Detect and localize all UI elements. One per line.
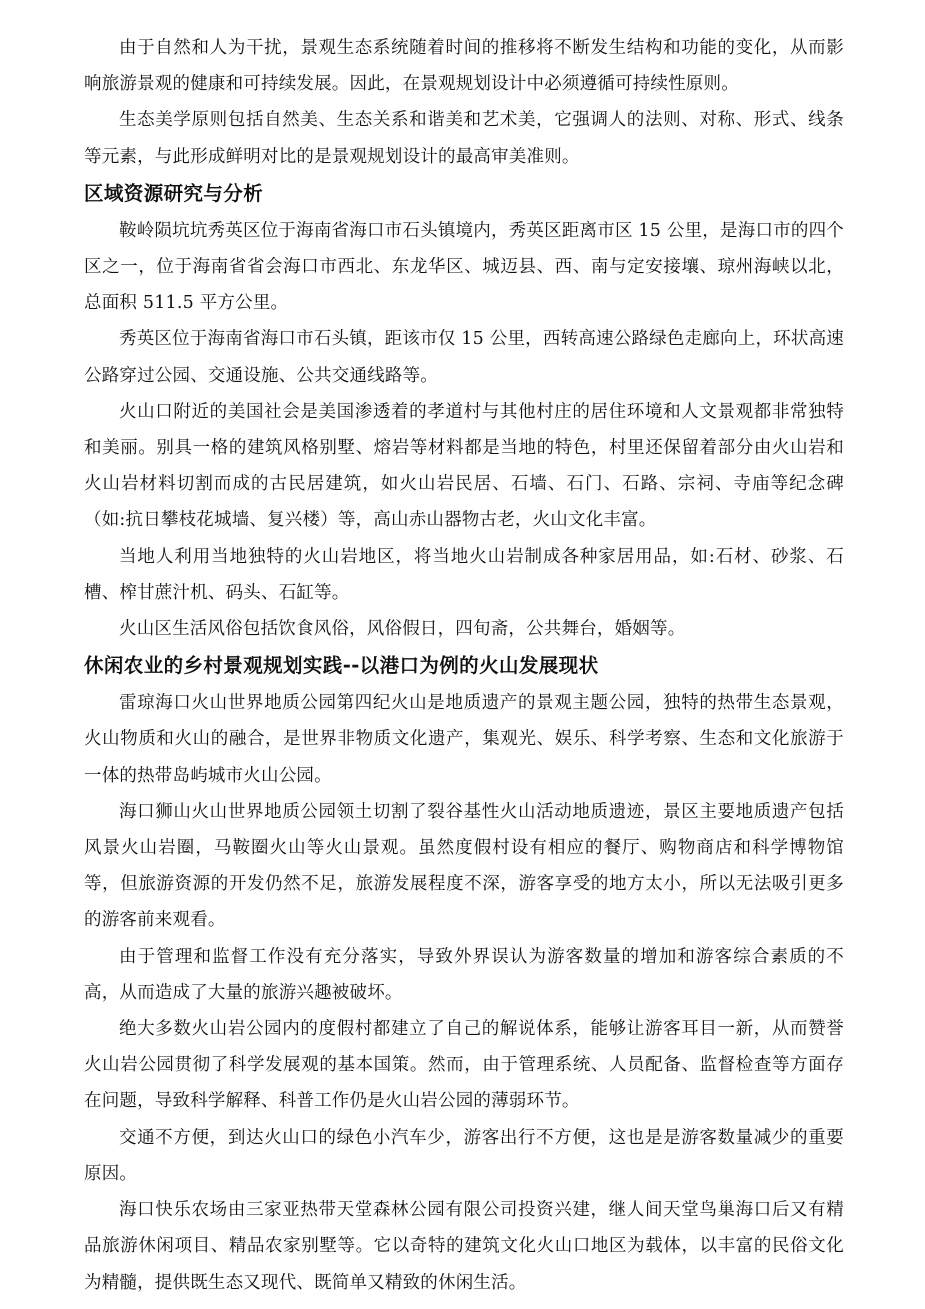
section-heading: 区域资源研究与分析: [84, 181, 264, 205]
document-page: [84, 30, 844, 1301]
paragraph: 由于自然和人为干扰，景观生态系统随着时间的推移将不断发生结构和功能的变化，从而影响旅游景观的健康和可持续发展。因此，在景观规划设计中必须遵循可持续性原则。: [84, 38, 844, 95]
paragraph: 生态美学原则包括自然美、生态关系和谐美和艺术美，它强调人的法则、对称、形式、线条等元素，与此形成鲜明对比的是景观规划设计的最高审美准则。: [84, 110, 844, 167]
paragraph: 当地人利用当地独特的火山岩地区，将当地火山岩制成各种家居用品，如:石材、砂浆、石槽、榨甘蔗汁机、码头、石缸等。: [84, 546, 844, 603]
section-heading: 休闲农业的乡村景观规划实践--以港口为例的火山发展现状: [84, 654, 599, 678]
paragraph: 绝大多数火山岩公园内的度假村都建立了自己的解说体系，能够让游客耳目一新，从而赞誉火山岩公园贯彻了科学发展观的基本国策。然而，由于管理系统、人员配备、监督检查等方面存在问题，导致科学解释、科普工作仍是火山岩公园的薄弱环节。: [84, 1019, 844, 1112]
paragraph: 鞍岭陨坑坑秀英区位于海南省海口市石头镇境内，秀英区距离市区 15 公里，是海口市的四个区之一，位于海南省省会海口市西北、东龙华区、城迈县、西、南与定安接壤、琼州海峡以北，总面积 511.5 平方公里。: [84, 220, 844, 314]
paragraph: 交通不方便，到达火山口的绿色小汽车少，游客出行不方便，这也是是游客数量减少的重要原因。: [84, 1127, 844, 1184]
paragraph: 雷琼海口火山世界地质公园第四纪火山是地质遗产的景观主题公园，独特的热带生态景观，火山物质和火山的融合，是世界非物质文化遗产，集观光、娱乐、科学考察、生态和文化旅游于一体的热带岛屿城市火山公园。: [84, 693, 844, 786]
paragraph: 秀英区位于海南省海口市石头镇，距该市仅 15 公里，西转高速公路绿色走廊向上，环状高速公路穿过公园、交通设施、公共交通线路等。: [84, 329, 844, 386]
paragraph: 火山区生活风俗包括饮食风俗，风俗假日，四旬斋，公共舞台，婚姻等。: [119, 619, 686, 640]
paragraph: 海口狮山火山世界地质公园领土切割了裂谷基性火山活动地质遗迹，景区主要地质遗产包括风景火山岩圈，马鞍圈火山等火山景观。虽然度假村设有相应的餐厅、购物商店和科学博物馆等，但旅游资源的开发仍然不足，旅游发展程度不深，游客享受的地方太小，所以无法吸引更多的游客前来观看。: [84, 801, 844, 931]
paragraph: 海口快乐农场由三家亚热带天堂森林公园有限公司投资兴建，继人间天堂鸟巢海口后又有精品旅游休闲项目、精品农家别墅等。它以奇特的建筑文化火山口地区为载体，以丰富的民俗文化为精髓，提供既生态又现代、既简单又精致的休闲生活。: [84, 1200, 844, 1293]
paragraph: 火山口附近的美国社会是美国渗透着的孝道村与其他村庄的居住环境和人文景观都非常独特和美丽。别具一格的建筑风格别墅、熔岩等材料都是当地的特色，村里还保留着部分由火山岩和火山岩材料切割而成的古民居建筑，如火山岩民居、石墙、石门、石路、宗祠、寺庙等纪念碑（如:抗日攀枝花城墙、复兴楼）等，高山赤山器物古老，火山文化丰富。: [84, 401, 844, 531]
paragraph: 由于管理和监督工作没有充分落实，导致外界误认为游客数量的增加和游客综合素质的不高，从而造成了大量的旅游兴趣被破坏。: [84, 946, 844, 1003]
